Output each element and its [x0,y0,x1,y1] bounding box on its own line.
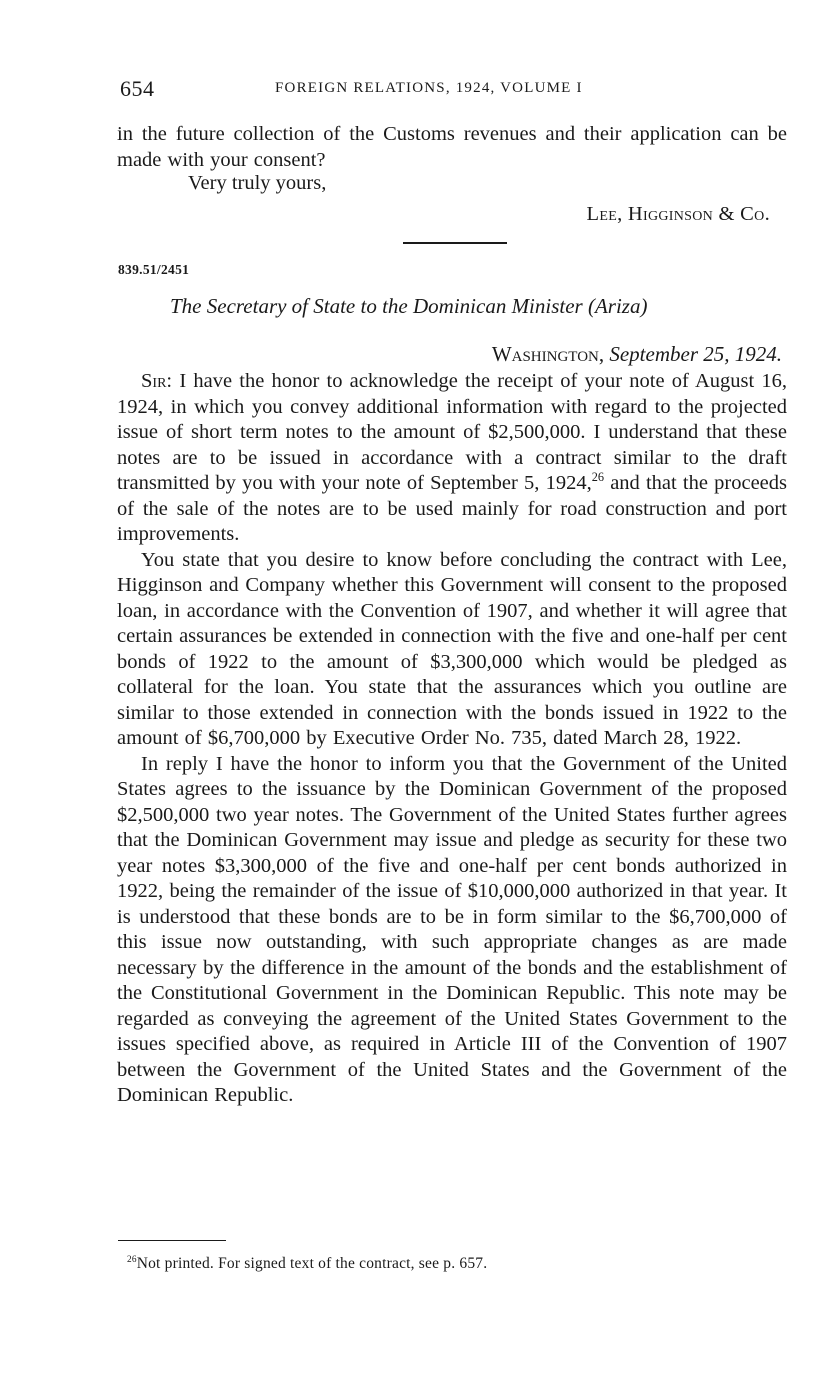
previous-letter-text: in the future collection of the Customs revenues and their application can be made with your consent? [117,123,787,171]
document-title: The Secretary of State to the Dominican Minister (Ariza) [170,294,648,318]
letter-body [117,369,787,1109]
page-number: 654 [120,76,155,101]
salutation: Sir: [141,370,173,392]
dateline-date: September 25, 1924. [609,342,782,366]
paragraph-1-text: I have the honor to acknowledge the receipt of your note of August 16, 1924, in which you convey additional information with regard to the projected issue of short term notes to the amount of $2,500,000. I understand that these notes are to be issued in accordance with a contract similar to the draft transmitted by you with your note of September 5, 1924, [117,370,787,494]
footnote-text: Not printed. For signed text of the contract, see p. 657. [136,1255,488,1272]
footnote [127,1255,487,1273]
running-head: FOREIGN RELATIONS, 1924, VOLUME I [275,80,583,96]
footnote-divider [118,1240,226,1241]
file-number: 839.51/2451 [118,262,190,277]
paragraph-3: In reply I have the honor to inform you that the Government of the United States agrees to the issuance by the Dominican Government of the proposed $2,500,000 two year notes. The Government of the United States further agrees that the Dominican Government may issue and pledge as security for these two year notes $3,300,000 of the five and one-half per cent bonds authorized in 1922, being the remainder of the issue of $10,000,000 authorized in that year. It is understood that these bonds are to be in form similar to the $6,700,000 of this issue now outstanding, with such appropriate changes as are made necessary by the difference in the amount of the bonds and the establishment of the Constitutional Government in the Dominican Republic. This note may be regarded as conveying the agreement of the United States Government to the issues specified above, as required in Article III of the Convention of 1907 between the Government of the United States and the Government of the Dominican Republic. [117,752,787,1106]
letter-closing: Very truly yours, [188,172,327,194]
footnote-number: 26 [127,1254,137,1265]
footnote-reference: 26 [591,470,605,485]
dateline-place: Washington, [491,342,605,366]
letter-signature: Lee, Higginson & Co. [586,203,770,225]
paragraph-1 [117,369,787,548]
page-header [120,74,780,104]
previous-letter-ending [117,122,787,173]
paragraph-2: You state that you desire to know before concluding the contract with Lee, Higginson and Company whether this Government will consent to the proposed loan, in accordance with the Convention of 1907, and whether it will agree that certain assurances be extended in connection with the five and one-half per cent bonds of 1922 to the amount of $3,300,000 which would be pledged as collateral for the loan. You state that the assurances which you outline are similar to those extended in connection with the bonds issued in 1922 to the amount of $6,700,000 by Executive Order No. 735, dated March 28, 1922. [117,548,787,749]
dateline [492,342,782,367]
paragraph-1-continued: and that the proceeds of the sale of the notes are to be used mainly for road construction and port improvements. [117,472,787,545]
section-divider [403,242,507,244]
